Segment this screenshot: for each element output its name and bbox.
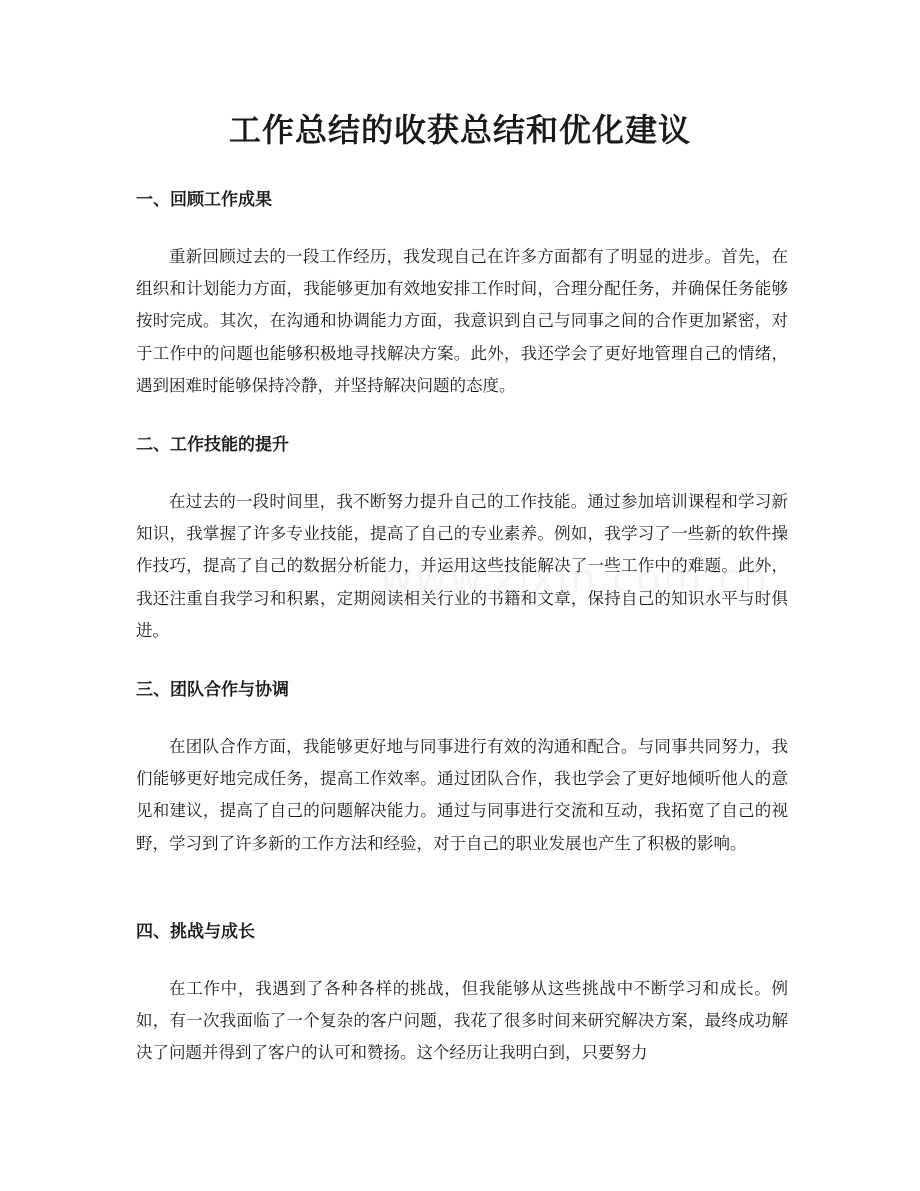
section-skill-improvement xyxy=(136,434,788,647)
section-paragraph: 重新回顾过去的一段工作经历，我发现自己在许多方面都有了明显的进步。首先，在组织和计划能力方面，我能够更加有效地安排工作时间，合理分配任务，并确保任务能够按时完成。其次，在沟通和协调能力方面，我意识到自己与同事之间的合作更加紧密，对于工作中的问题也能够积极地寻找解决方案。此外，我还学会了更好地管理自己的情绪，遇到困难时能够保持冷静，并坚持解决问题的态度。 xyxy=(136,247,788,395)
section-paragraph: 在过去的一段时间里，我不断努力提升自己的工作技能。通过参加培训课程和学习新知识，我掌握了许多专业技能，提高了自己的专业素养。例如，我学习了一些新的软件操作技巧，提高了自己的数据分析能力，并运用这些技能解决了一些工作中的难题。此外，我还注重自我学习和积累，定期阅读相关行业的书籍和文章，保持自己的知识水平与时俱进。 xyxy=(136,492,788,640)
section-heading: 一、回顾工作成果 xyxy=(136,190,272,210)
section-teamwork xyxy=(136,679,788,860)
document-title: 工作总结的收获总结和优化建议 xyxy=(228,111,691,149)
section-paragraph: 在工作中，我遇到了各种各样的挑战，但我能够从这些挑战中不断学习和成长。例如，有一次我面临了一个复杂的客户问题，我花了很多时间来研究解决方案，最终成功解决了问题并得到了客户的认可和赞扬。这个经历让我明白到，只要努力 xyxy=(136,979,788,1063)
section-paragraph: 在团队合作方面，我能够更好地与同事进行有效的沟通和配合。与同事共同努力，我们能够更好地完成任务，提高工作效率。通过团队合作，我也学会了更好地倾听他人的意见和建议，提高了自己的问题解决能力。通过与同事进行交流和互动，我拓宽了自己的视野，学习到了许多新的工作方法和经验，对于自己的职业发展也产生了积极的影响。 xyxy=(136,737,788,853)
section-review-results xyxy=(136,189,788,402)
section-heading: 三、团队合作与协调 xyxy=(136,680,289,700)
section-challenges-growth xyxy=(136,921,788,1070)
section-heading: 四、挑战与成长 xyxy=(136,922,255,942)
section-heading: 二、工作技能的提升 xyxy=(136,435,289,455)
